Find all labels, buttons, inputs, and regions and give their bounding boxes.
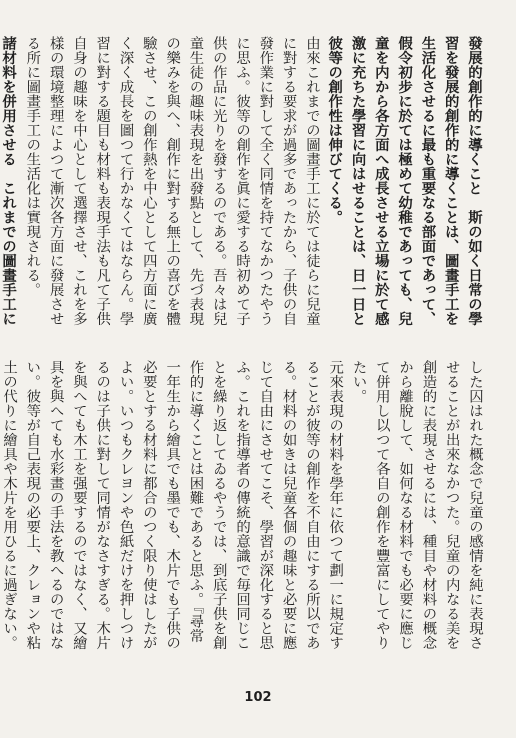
paragraph-creative-guidance: 發展的創作的に導くこと 斯の如く日常の學習を發展的創作的に導くことは、圖畫手工を生活化させるに最も重要なる部面であって、假令初步に於ては極めて幼稚であっても、兒童を内から各方面へ成長させる立場に於て感激に充ちた學習に向はせることは、日一日と彼等の創作性は伸びてくる。 (326, 36, 483, 326)
paragraph-material-concepts: した囚はれた概念で兒童の感情を純に表現させることが出來なかつた。兒童の内なる美を創造的に表現させるには、種目や材料の概念から離脫して、如何なる材料でも必要に應じて併用し以つて各自の創作を豐富にしてやりたい。 (350, 360, 483, 650)
paragraph-free-materials: 元來表現の材料を學年に依つて劃一に規定することが彼等の創作を不自由にする所以である。材料の如きは兒童各個の趣味と必要に應じて自由にさせてこそ、學習が深化すると思ふ。これを指導者の傳統的意識で毎回同じことを繰り返してゐるやうでは、到底子供を創作的に導くことは困難であると思ふ。『尋常一年生から繪具でも墨でも、木片でも子供の必要とする材料に都合のつく限り使はしたがよい。いつもクレヨンや色紙だけを押しつけるのは子供に對して同情がなさすぎる。木片を與へても木工を强要するのではなく、又繪具を與へても水彩畫の手法を教へるのではない。彼等が自己表現の必要上、クレョンや粘土の代りに繪具や木片を用ひるに過ぎない。 (1, 360, 344, 650)
lower-text-block (1, 360, 486, 650)
paragraph-child-creativity: 由來これまでの圖畫手工に於ては徒らに兒童に對する要求が過多であったから、子供の自發作業に對して全く同情を持てなかつたやうに思ふ。彼等の創作を眞に愛する時初めて子供の作品に光りを發するのである。吾々は兒童生徒の趣味表現を出發點として、先づ表現の樂みを與へ、創作に對する無上の喜びを體驗させ、この創作熱を中心として四方面に廣く深く成長を圖つて行かなくてはならん。學習に對する題目も材料も表現手法も凡て子供自身の趣味を中心として選擇させ、これを多樣の環境整理によつて漸次各方面に發展させる所に圖畫手工の生活化は實現される。 (24, 36, 320, 326)
paragraph-combined-materials: 諸材料を併用させる これまでの圖畫手工に (0, 36, 18, 326)
page-number: 102 (244, 690, 272, 705)
upper-text-block (0, 36, 486, 338)
